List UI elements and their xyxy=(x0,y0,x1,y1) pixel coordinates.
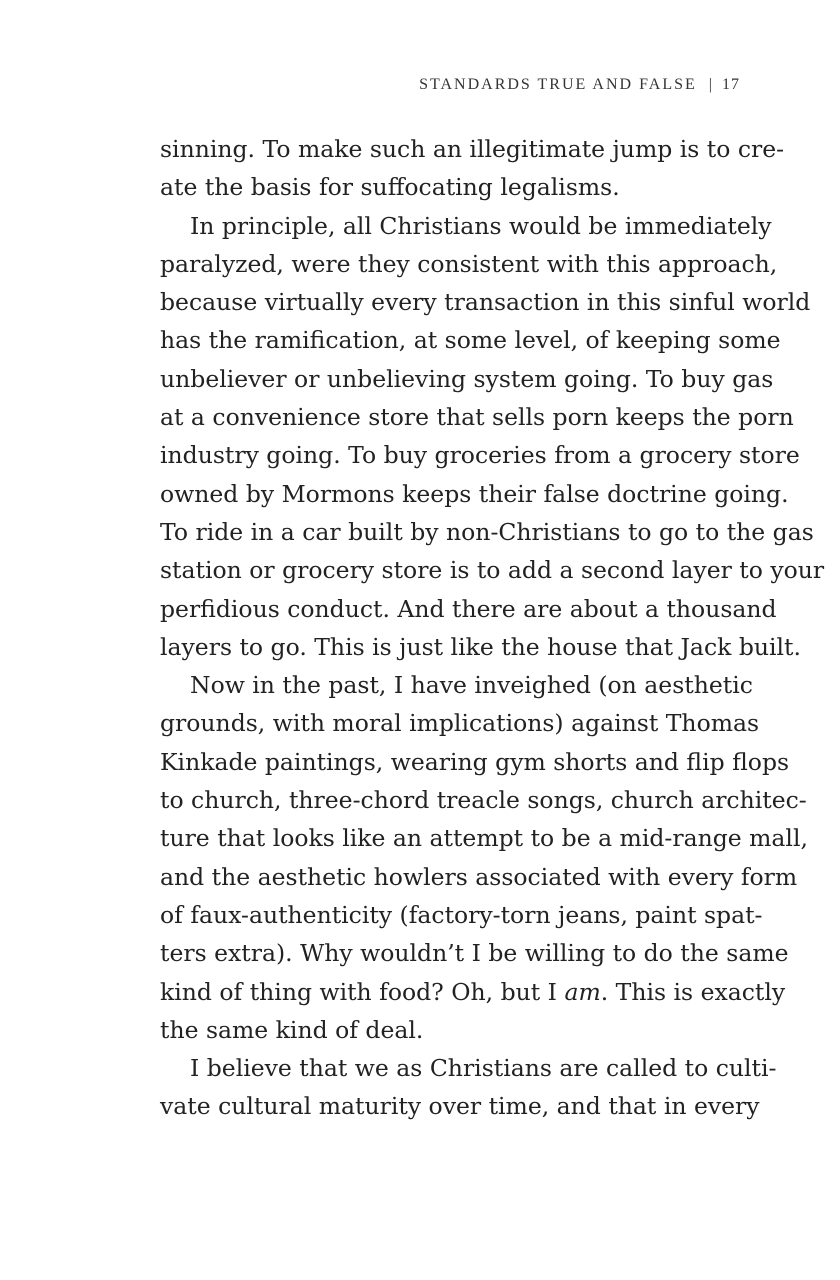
text-line: ate the basis for suffocating legalisms. xyxy=(160,173,620,202)
body-text xyxy=(160,130,825,1126)
paragraph-first-line: In principle, all Christians would be immediately xyxy=(190,211,772,240)
text-line xyxy=(160,973,786,1011)
text-line: to church, three-chord treacle songs, church architec- xyxy=(160,786,807,815)
text-line: has the ramification, at some level, of keeping some xyxy=(160,326,781,355)
paragraph-first-line: Now in the past, I have inveighed (on aesthetic xyxy=(190,671,753,700)
text-line: station or grocery store is to add a second layer to your xyxy=(160,556,825,585)
text-run: . This is exactly xyxy=(600,977,786,1006)
text-line: of faux-authenticity (factory-torn jeans, paint spat- xyxy=(160,900,763,929)
text-line: ture that looks like an attempt to be a mid-range mall, xyxy=(160,824,808,853)
text-line: vate cultural maturity over time, and that in every xyxy=(160,1092,760,1121)
emphasis-text: am xyxy=(564,977,601,1006)
text-line: Kinkade paintings, wearing gym shorts and flip flops xyxy=(160,747,790,776)
text-line: industry going. To buy groceries from a grocery store xyxy=(160,441,800,470)
text-line: layers to go. This is just like the house that Jack built. xyxy=(160,632,801,661)
running-head xyxy=(419,76,740,94)
text-line: To ride in a car built by non-Christians to go to the gas xyxy=(160,517,814,546)
text-line: paralyzed, were they consistent with this approach, xyxy=(160,249,778,278)
text-line: perfidious conduct. And there are about a thousand xyxy=(160,594,777,623)
text-line: and the aesthetic howlers associated with every form xyxy=(160,862,798,891)
text-line: sinning. To make such an illegitimate jump is to cre- xyxy=(160,135,785,163)
page-number: 17 xyxy=(722,76,740,93)
text-line: unbeliever or unbelieving system going. To buy gas xyxy=(160,364,774,393)
running-title: STANDARDS TRUE AND FALSE xyxy=(419,76,697,93)
text-line: ters extra). Why wouldn’t I be willing to do the same xyxy=(160,939,789,968)
text-run: kind of thing with food? Oh, but I xyxy=(160,977,565,1006)
text-line: because virtually every transaction in this sinful world xyxy=(160,288,811,317)
text-line: grounds, with moral implications) against Thomas xyxy=(160,709,760,738)
text-line: the same kind of deal. xyxy=(160,1015,424,1044)
text-line: at a convenience store that sells porn keeps the porn xyxy=(160,403,794,432)
paragraph-first-line: I believe that we as Christians are called to culti- xyxy=(190,1054,777,1083)
text-line: owned by Mormons keeps their false doctrine going. xyxy=(160,479,789,508)
header-separator: | xyxy=(708,76,712,93)
